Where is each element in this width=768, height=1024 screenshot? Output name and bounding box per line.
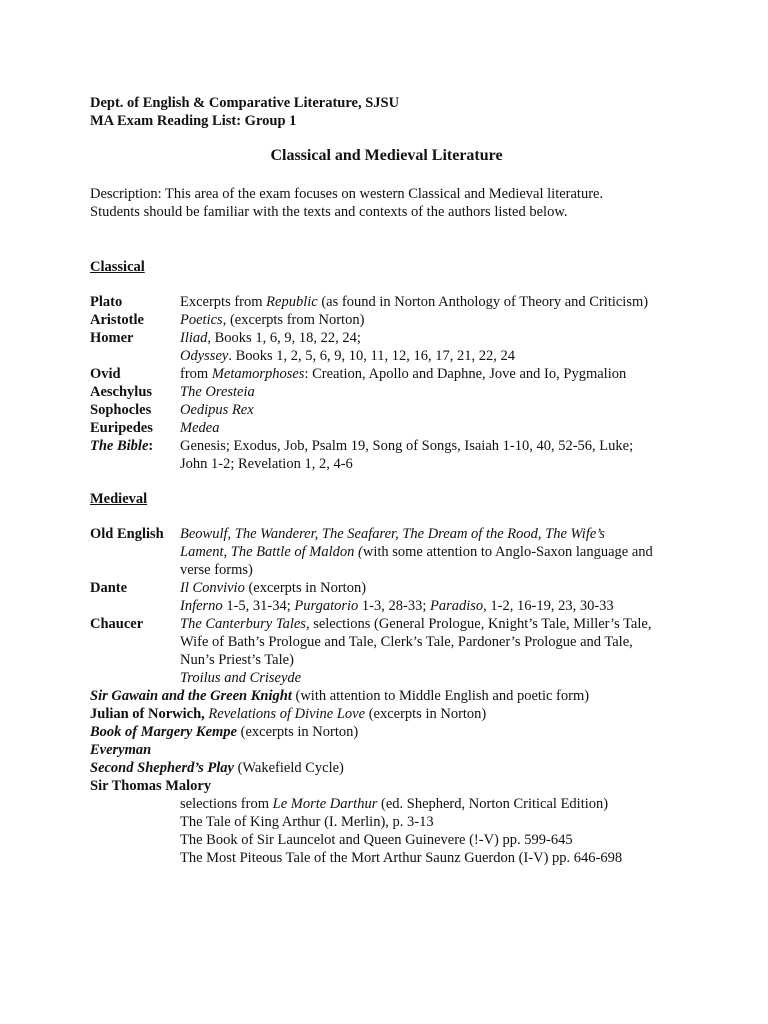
entry-gawain: Sir Gawain and the Green Knight (with attention to Middle English and poetic form) [90, 688, 590, 704]
author: Euripedes [90, 420, 153, 436]
work: Medea [180, 420, 220, 436]
medieval-list [90, 525, 690, 867]
entry-bible [90, 437, 690, 473]
work: Iliad, Books 1, 6, 9, 18, 22, 24; Odyssey. Books 1, 2, 5, 6, 9, 10, 11, 12, 16, 17, 21, 22, 24 [180, 330, 515, 364]
entry-plato [90, 293, 690, 311]
entry-everyman: Everyman [90, 742, 152, 758]
entry-aristotle [90, 311, 690, 329]
entry-euripedes [90, 419, 690, 437]
classical-list [90, 293, 690, 473]
entry-homer [90, 329, 690, 365]
entry-dante [90, 579, 690, 615]
page-title: Classical and Medieval Literature [270, 147, 503, 164]
work: The Oresteia [180, 384, 255, 400]
department-line: Dept. of English & Comparative Literature, SJSU [90, 95, 400, 111]
author: Sir Thomas Malory [90, 778, 212, 794]
work: Il Convivio (excerpts in Norton) Inferno 1-5, 31-34; Purgatorio 1-3, 28-33; Paradiso, 1-2, 16-19, 23, 30-33 [180, 580, 614, 614]
author: Ovid [90, 366, 121, 382]
entry-ovid [90, 365, 690, 383]
entry-sophocles [90, 401, 690, 419]
section-heading-medieval: Medieval [90, 491, 148, 507]
author: The Bible: [90, 438, 154, 454]
work: selections from Le Morte Darthur (ed. Shepherd, Norton Critical Edition) The Tale of King Arthur (I. Merlin), p. 3-13 The Book of Sir Launcelot and Queen Guinevere (!-V) pp. 599-645 The Most Piteous Tale of the Mort Arthur Saunz Guerdon (I-V) pp. 646-698 [180, 796, 623, 866]
work: Genesis; Exodus, Job, Psalm 19, Song of Songs, Isaiah 1-10, 40, 52-56, Luke; John 1-2; Revelation 1, 2, 4-6 [180, 438, 634, 472]
reading-list-line: MA Exam Reading List: Group 1 [90, 113, 297, 129]
work: Oedipus Rex [180, 402, 254, 418]
work: Excerpts from Republic (as found in Norton Anthology of Theory and Criticism) [180, 294, 649, 310]
entry-malory [90, 777, 690, 867]
entry-kempe: Book of Margery Kempe (excerpts in Norton) [90, 724, 359, 740]
section-heading-classical: Classical [90, 259, 145, 275]
author: Sophocles [90, 402, 152, 418]
author: Chaucer [90, 616, 144, 632]
description [90, 185, 710, 221]
entry-shepherd: Second Shepherd’s Play (Wakefield Cycle) [90, 760, 344, 776]
entry-julian: Julian of Norwich, Revelations of Divine Love (excerpts in Norton) [90, 706, 487, 722]
entry-aeschylus [90, 383, 690, 401]
description-line-2: Students should be familiar with the texts and contexts of the authors listed below. [90, 204, 568, 220]
author: Homer [90, 330, 134, 346]
entry-old-english [90, 525, 690, 579]
work: from Metamorphoses: Creation, Apollo and Daphne, Jove and Io, Pygmalion [180, 366, 627, 382]
author: Old English [90, 526, 164, 542]
description-line-1: Description: This area of the exam focuses on western Classical and Medieval literature. [90, 186, 604, 202]
work: Beowulf, The Wanderer, The Seafarer, The Dream of the Rood, The Wife’s Lament, The Battle of Maldon (with some attention to Anglo-Saxon language and verse forms) [180, 526, 653, 578]
author: Aristotle [90, 312, 144, 328]
author: Aeschylus [90, 384, 153, 400]
work: Poetics, (excerpts from Norton) [180, 312, 365, 328]
entry-chaucer [90, 615, 690, 687]
author: Dante [90, 580, 128, 596]
author: Plato [90, 294, 123, 310]
work: The Canterbury Tales, selections (General Prologue, Knight’s Tale, Miller’s Tale, Wife of Bath’s Prologue and Tale, Clerk’s Tale, Pardoner’s Prologue and Tale, Nun’s Priest’s Tale) Troilus and Criseyde [180, 616, 652, 686]
